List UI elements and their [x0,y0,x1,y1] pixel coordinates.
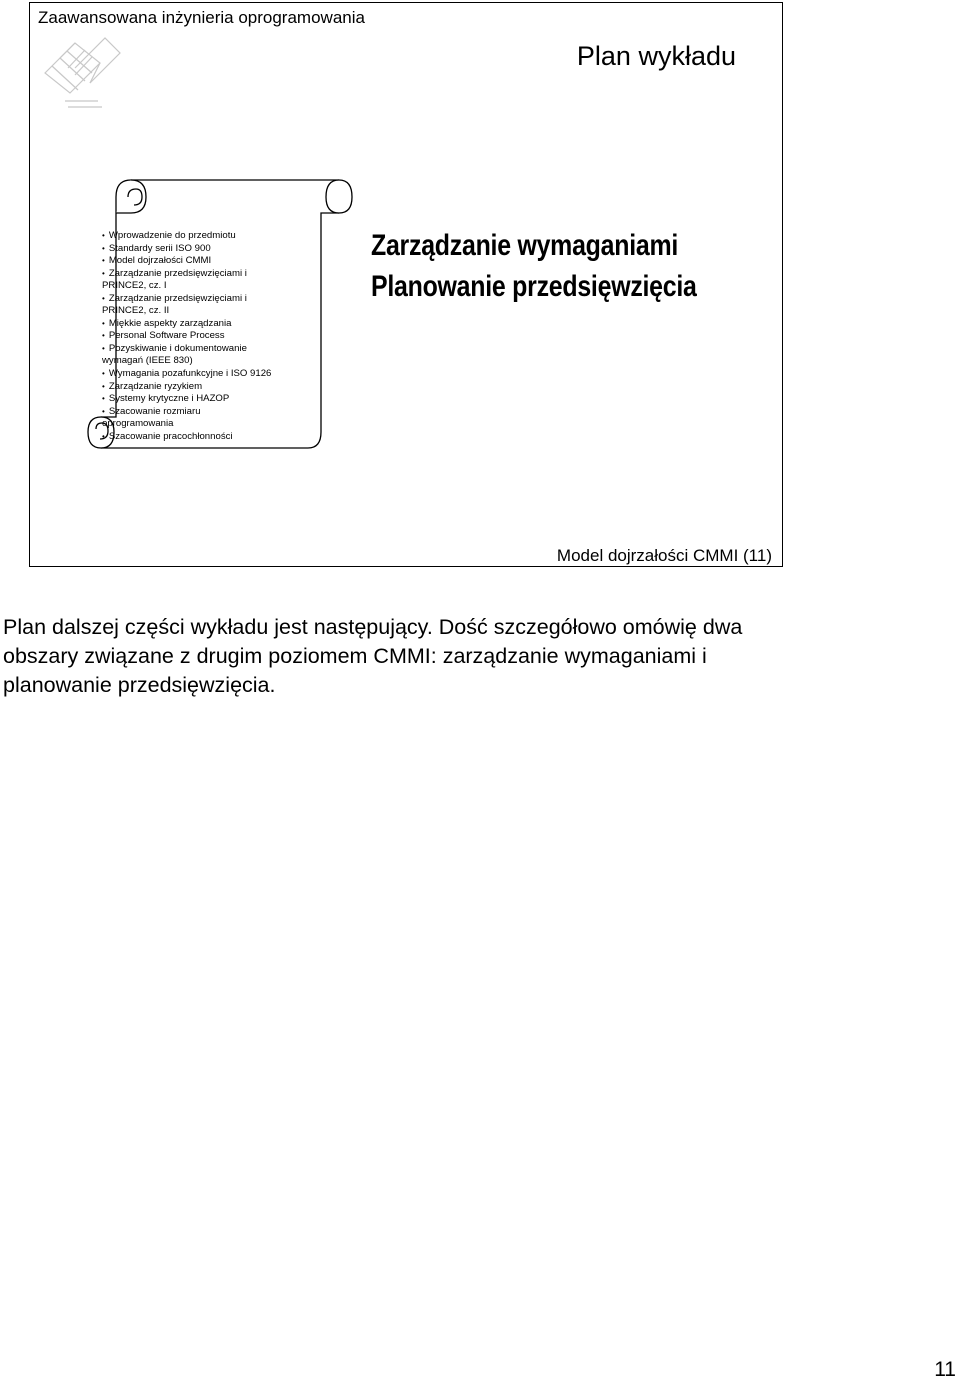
speaker-notes: Plan dalszej części wykładu jest następujący. Dość szczegółowo omówię dwa obszary związane z drugim poziomem CMMI: zarządzanie wymaganiami i planowanie przedsięwzięcia. [3,615,743,697]
list-item: • Standardy serii ISO 900 [102,243,292,256]
list-item: • Wymagania pozafunkcyjne i ISO 9126 [102,368,292,381]
topic-planning: Planowanie przedsięwzięcia [371,270,697,303]
page-number: 11 [934,1358,956,1381]
list-item: oprogramowania [102,418,174,430]
course-title: Zaawansowana inżynieria oprogramowania [38,8,365,27]
list-item: • Model dojrzałości CMMI [102,255,292,268]
scroll-list [102,230,292,443]
list-item: • Zarządzanie przedsięwzięciami i [102,268,292,281]
list-item: PRINCE2, cz. II [102,305,170,317]
list-item: • Miękkie aspekty zarządzania [102,318,292,331]
topics [371,225,697,307]
slide-title: Plan wykładu [576,41,736,71]
list-item: wymagań (IEEE 830) [102,355,193,367]
list-item: • Zarządzanie ryzykiem [102,381,292,394]
list-item: • Systemy krytyczne i HAZOP [102,393,292,406]
list-item: • Szacowanie pracochłonności [102,431,292,444]
list-item: • Szacowanie rozmiaru [102,406,292,419]
list-item: • Wprowadzenie do przedmiotu [102,230,292,243]
topic-requirements: Zarządzanie wymaganiami [371,229,679,262]
list-item: • Personal Software Process [102,330,292,343]
list-item: • Zarządzanie przedsięwzięciami i [102,293,292,306]
slide-frame [29,2,783,567]
list-item: PRINCE2, cz. I [102,280,167,292]
slide-caption: Model dojrzałości CMMI (11) [556,546,772,565]
list-item: • Pozyskiwanie i dokumentowanie [102,343,292,356]
university-logo-icon [40,33,130,128]
